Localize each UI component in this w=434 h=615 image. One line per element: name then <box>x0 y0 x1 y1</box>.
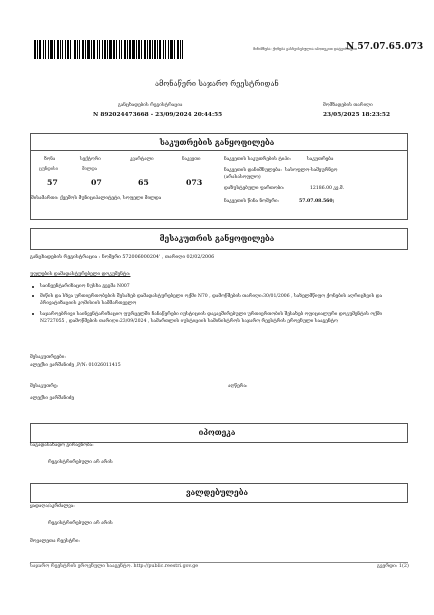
quarter-label: კვარტალი <box>130 157 154 162</box>
footer-page-number: გვერდი: 1(2) <box>377 564 409 569</box>
owner-section-title: მესაკუთრის განყოფილება <box>159 234 275 243</box>
prep-date-label: მომზადების თარიღი <box>323 103 373 108</box>
ground-item-3: საჯაროებრივი საინვენტარიზაციო ფურცელში ჩანაწერები იუსტიციის დაკავშირებული ურთიერთობის შესახებ ოფიციალური დოკუმენტის ოქმი N2727055 , დამოწმების თარიღი:23/09/2024 , სამართლის იუსტიციის სამინისტროს საჯარო რეესტრის ეროვნული სააგენტო <box>40 312 383 324</box>
zone-label: ზონა <box>44 157 56 162</box>
grounds-title: უფლების დამადასტურებელი დოკუმენტი: <box>30 272 131 277</box>
mortgage-section-title: იპოთეკა <box>198 428 236 437</box>
sector-label: სექტორი <box>80 157 101 162</box>
prep-date-value: 23/05/2025 18:23:52 <box>323 112 391 118</box>
mortgage-subject-label: საგადასახადო გირავნობა: <box>30 443 94 448</box>
owner-description-value: ალექსი ვარშანიძე <box>30 396 75 401</box>
parcel-value: 073 <box>186 178 203 187</box>
zone-sub: ცუნდისი <box>39 166 58 171</box>
mortgage-subject-value: რეგისტრირებული არ არის <box>48 460 113 465</box>
owners-value: ალექსი ვარშანიძე ,P/N: 01026011415 <box>30 363 121 368</box>
ground-item-1: საინვენტარიზაციო ნუსხა გეგმა N007 <box>40 284 130 289</box>
barcode-caption: მინიშნება: ქონება გასხვისებულია იპოთეკით დატვირთვით <box>253 47 358 51</box>
application-value: N 892024473668 - 23/09/2024 20:44:55 <box>93 112 223 118</box>
owner-registration: განცხადების რეგისტრაცია : ნომერი 572006000204' , თარიღი 02/02/2006 <box>30 255 215 260</box>
seizure-value: რეგისტრირებული არ არის <box>48 521 113 526</box>
property-section-title: საკუთრების განყოფილება <box>159 138 275 147</box>
encumbrance-section-title: ვალდებულება <box>186 488 248 497</box>
area-value: 12186.00 კვ.მ. <box>310 186 345 191</box>
application-label: განცხადების რეგისტრაცია <box>118 103 183 108</box>
footer-agency: საჯარო რეესტრის ეროვნული სააგენტო. http://public.reestri.gov.ge <box>30 564 199 569</box>
sector-value: 07 <box>91 178 102 187</box>
owner-share-label: აღწერა: <box>228 384 248 389</box>
address: მისამართი: ქვემოს მუნიციპალიტეტი, სოფელი მილდა <box>31 196 162 201</box>
area-label: დაზუსტებული ფართობი: <box>224 186 285 191</box>
parcel-label: ნაკვეთი <box>182 157 201 162</box>
sector-sub: მილდა <box>82 166 98 171</box>
purpose-label: ნაკვეთის დანიშნულება: <box>224 168 282 173</box>
prev-number-value: 57.07.08.560; <box>299 199 335 204</box>
purpose-value-2: (არასასოფლო) <box>224 175 261 180</box>
ground-item-2: მიწის და სხვა ურთიერთობების შესახებ დამადასტურებელი ოქმი N70 , დამოწმების თარიღი:30/01/2006 , სახელმწიფო ქონების აღრიცხვის და პრივატიზაციის კომისიის სამმართველო <box>40 294 383 306</box>
barcode <box>34 40 186 59</box>
registration-number: N 57.07.65.073 <box>346 42 424 52</box>
zone-value: 57 <box>47 178 58 187</box>
document-title: ამონაწერი საჯარო რეესტრიდან <box>155 80 279 88</box>
purpose-value: სასოფლო-სამეურნეო <box>285 168 338 173</box>
seizure-label: ყადაღა/აკრძალვა: <box>30 504 75 509</box>
land-type-value: საკუთრება <box>307 157 334 162</box>
owners-label: მესაკუთრეები: <box>30 355 66 360</box>
debtors-label: მოვალეთა რეესტრი: <box>30 539 80 544</box>
quarter-value: 65 <box>138 178 149 187</box>
prev-number-label: ნაკვეთის წინა ნომერი: <box>224 199 280 204</box>
land-type-label: ნაკვეთის საკუთრების ტიპი: <box>224 157 292 162</box>
owner-description-label: მესაკუთრე: <box>30 384 59 389</box>
